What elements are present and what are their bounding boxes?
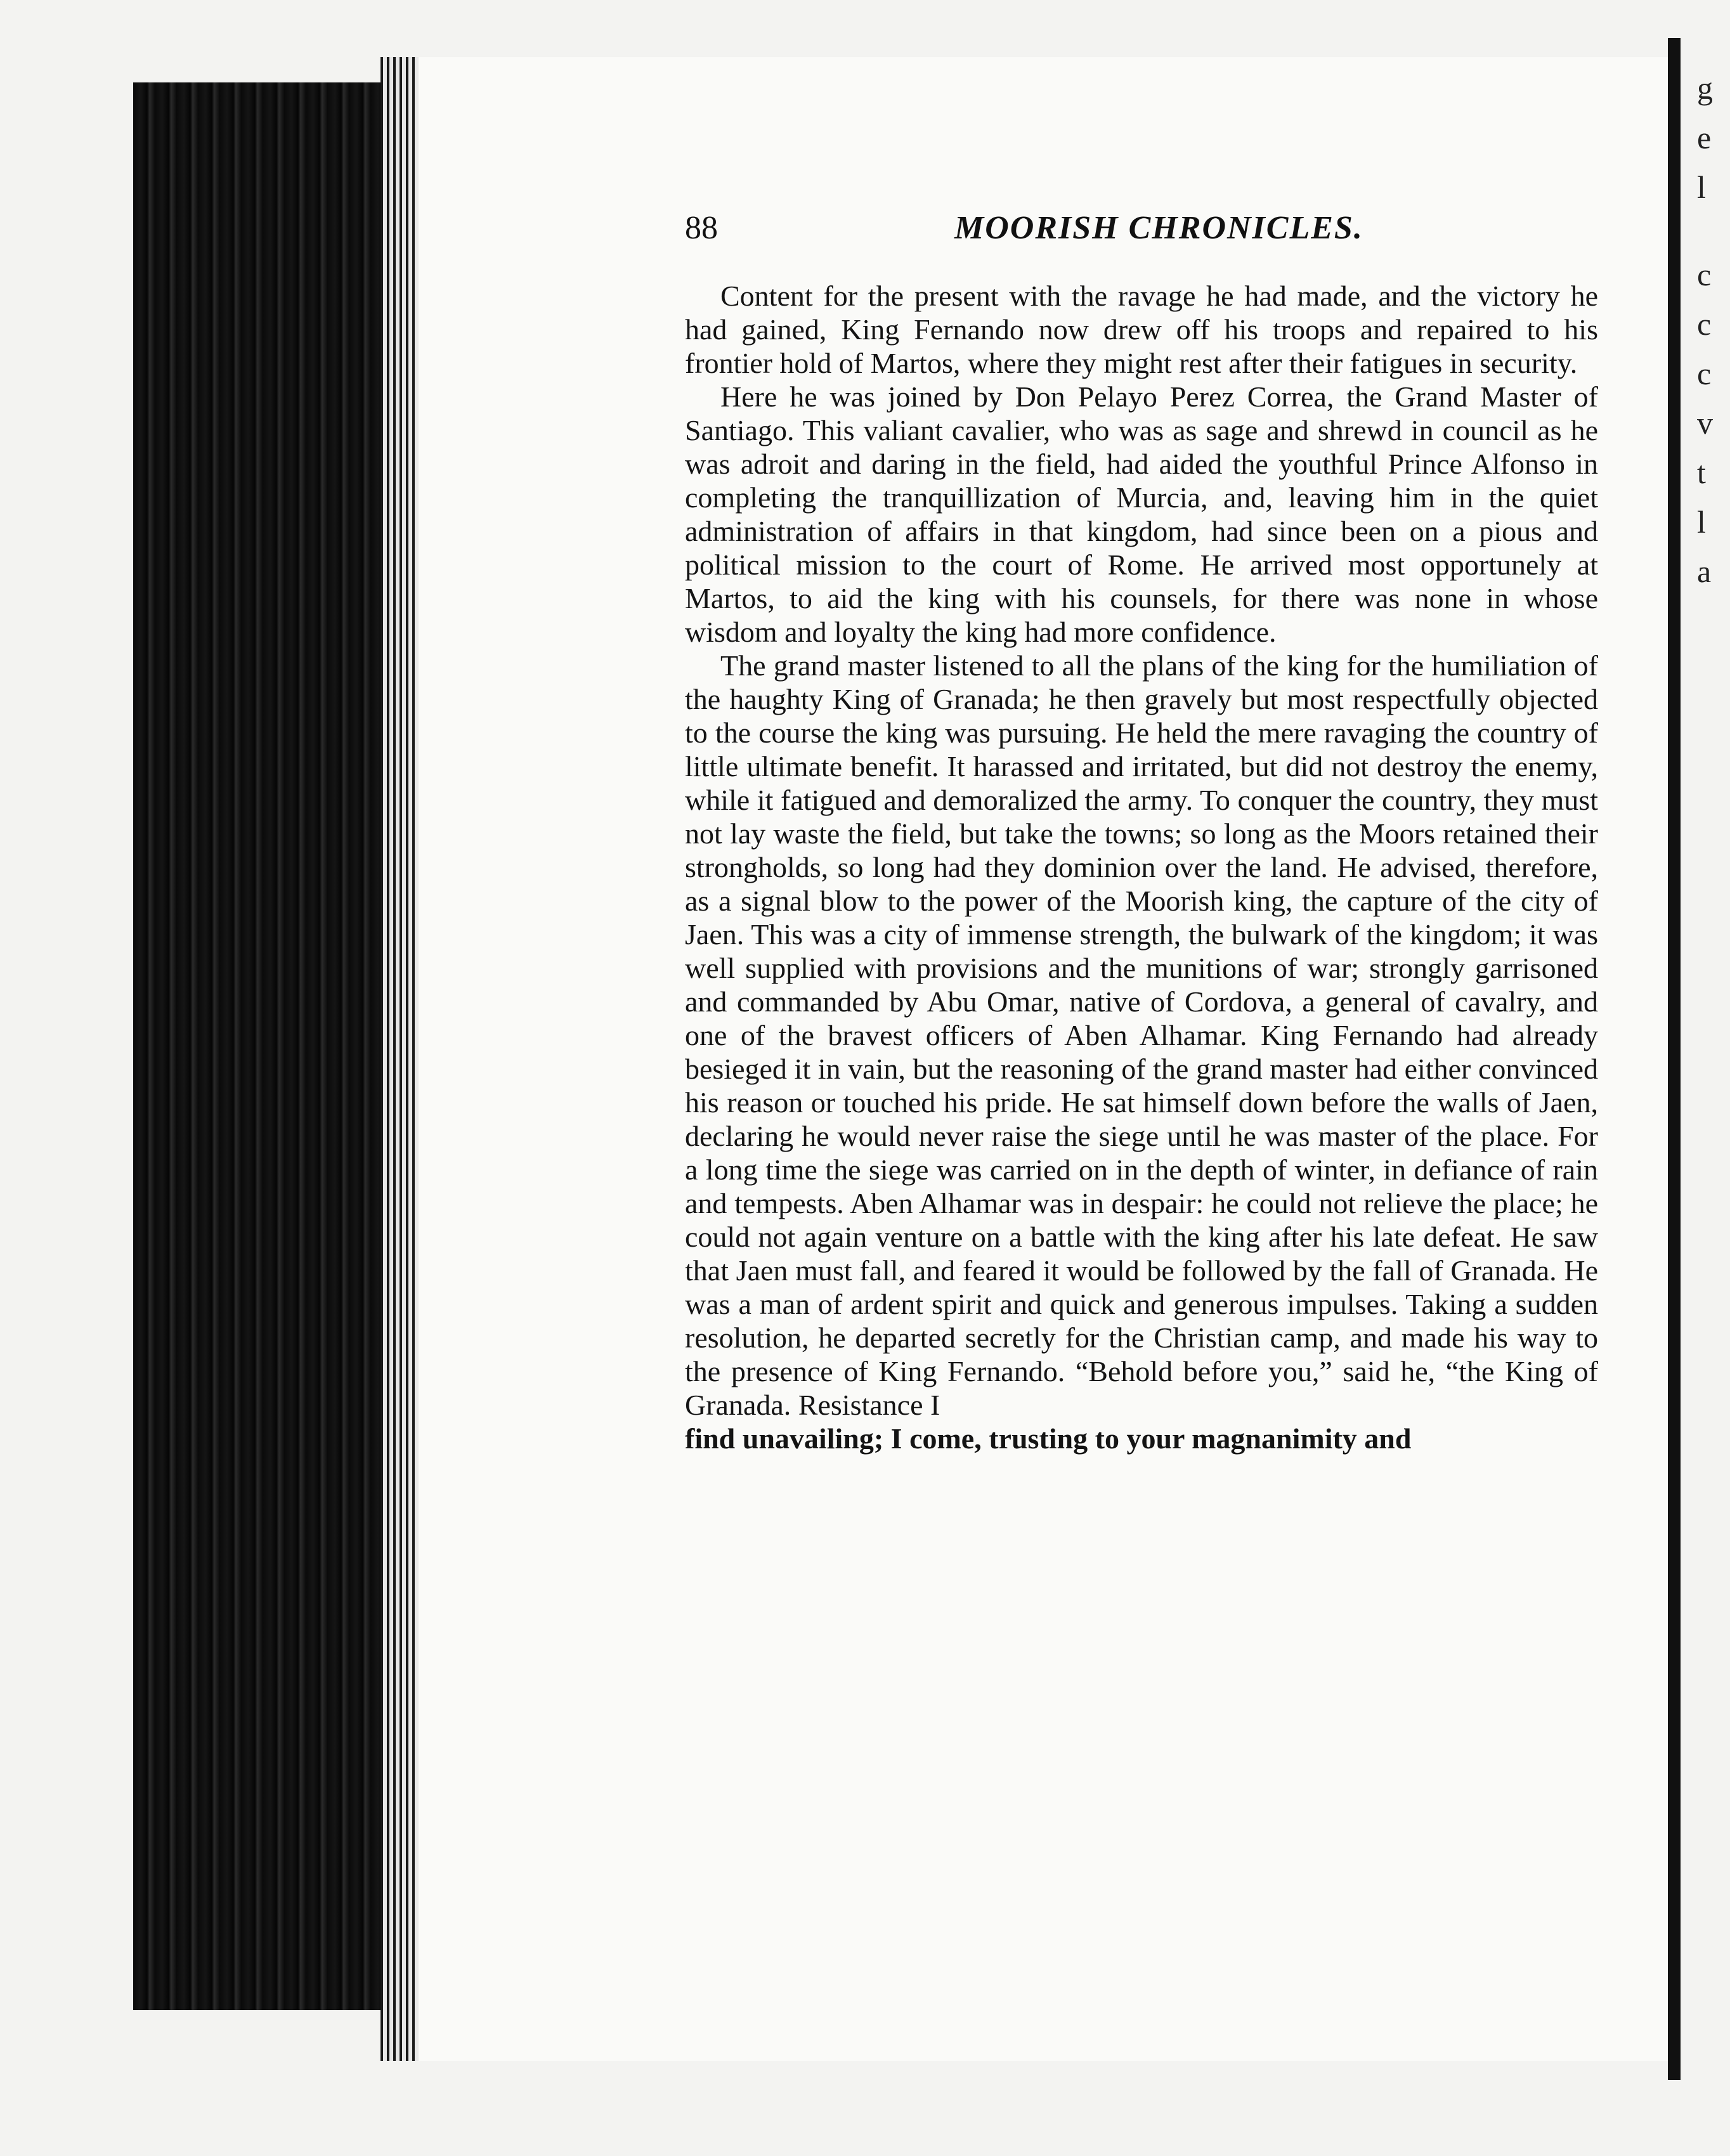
paragraph: The grand master listened to all the plans of the king for the humiliation of the haughty King of Granada; he then gravely but most respectfully objected to the course the king was pursuing. He held the mere ravaging the country of little ultimate benefit. It harassed and irritated, but did not destroy the enemy, while it fatigued and demoralized the army. To conquer the country, they must not lay waste the field, but take the towns; so long as the Moors retained their strongholds, so long had they dominion over the land. He advised, therefore, as a signal blow to the power of the Moorish king, the capture of the city of Jaen. This was a city of immense strength, the bulwark of the kingdom; it was well supplied with provisions and the munitions of war; strongly garrisoned and commanded by Abu Omar, native of Cordova, a general of cavalry, and one of the bravest officers of Aben Alhamar. King Fernando had already besieged it in vain, but the reasoning of the grand master had either convinced his reason or touched his pride. He sat himself down before the walls of Jaen, declaring he would never raise the siege until he was master of the place. For a long time the siege was carried on in the depth of winter, in defiance of rain and tempests. Aben Alhamar was in despair: he could not relieve the place; he could not again venture on a battle with the king after his late defeat. He saw that Jaen must fall, and feared it would be followed by the fall of Granada. He was a man of ardent spirit and quick and generous impulses. Taking a sudden resolution, he departed secretly for the Christian camp, and made his way to the presence of King Fernando. “Behold before you,” said he, “the King of Granada. Resistance I [685,649,1598,1421]
adjacent-fragment-letter: c [1697,257,1712,292]
page-edge-lines [380,57,419,2061]
paragraph: Here he was joined by Don Pelayo Perez Correa, the Grand Master of Santiago. This valiant cavalier, who was as sage and shrewd in council as he was adroit and daring in the field, had aided the youthful Prince Alfonso in completing the tranquillization of Murcia, and, leaving him in the quiet administration of affairs in that kingdom, had since been on a pious and political mission to the court of Rome. He arrived most opportunely at Martos, to aid the king with his counsels, for there was none in whose wisdom and loyalty the king had more confidence. [685,380,1598,648]
adjacent-fragment-letter: a [1697,554,1712,589]
last-line: find unavailing; I come, trusting to your magnanimity and [685,1422,1412,1455]
adjacent-fragment-letter: t [1697,455,1706,490]
page-header [685,209,1598,260]
adjacent-page-fragment [1681,63,1730,2093]
body-text [685,279,1598,1455]
running-head: MOORISH CHRONICLES. [954,210,1363,246]
page-number: 88 [685,210,718,246]
adjacent-fragment-letter: l [1697,504,1706,540]
adjacent-fragment-letter: g [1697,70,1713,106]
adjacent-fragment-letter: c [1697,306,1712,342]
book-fore-edge [133,82,387,2010]
page-gutter [1668,38,1681,2080]
paragraph: Content for the present with the ravage he had made, and the victory he had gained, King Fernando now drew off his troops and repaired to his frontier hold of Martos, where they might rest after their fatigues in security. [685,280,1598,379]
paragraph-last-line [685,1422,1598,1455]
adjacent-fragment-spacer [1681,212,1730,250]
adjacent-fragment-letter: v [1697,405,1713,441]
adjacent-fragment-letter: c [1697,356,1712,391]
adjacent-fragment-letter: e [1697,120,1712,155]
adjacent-fragment-letter: l [1697,169,1706,205]
